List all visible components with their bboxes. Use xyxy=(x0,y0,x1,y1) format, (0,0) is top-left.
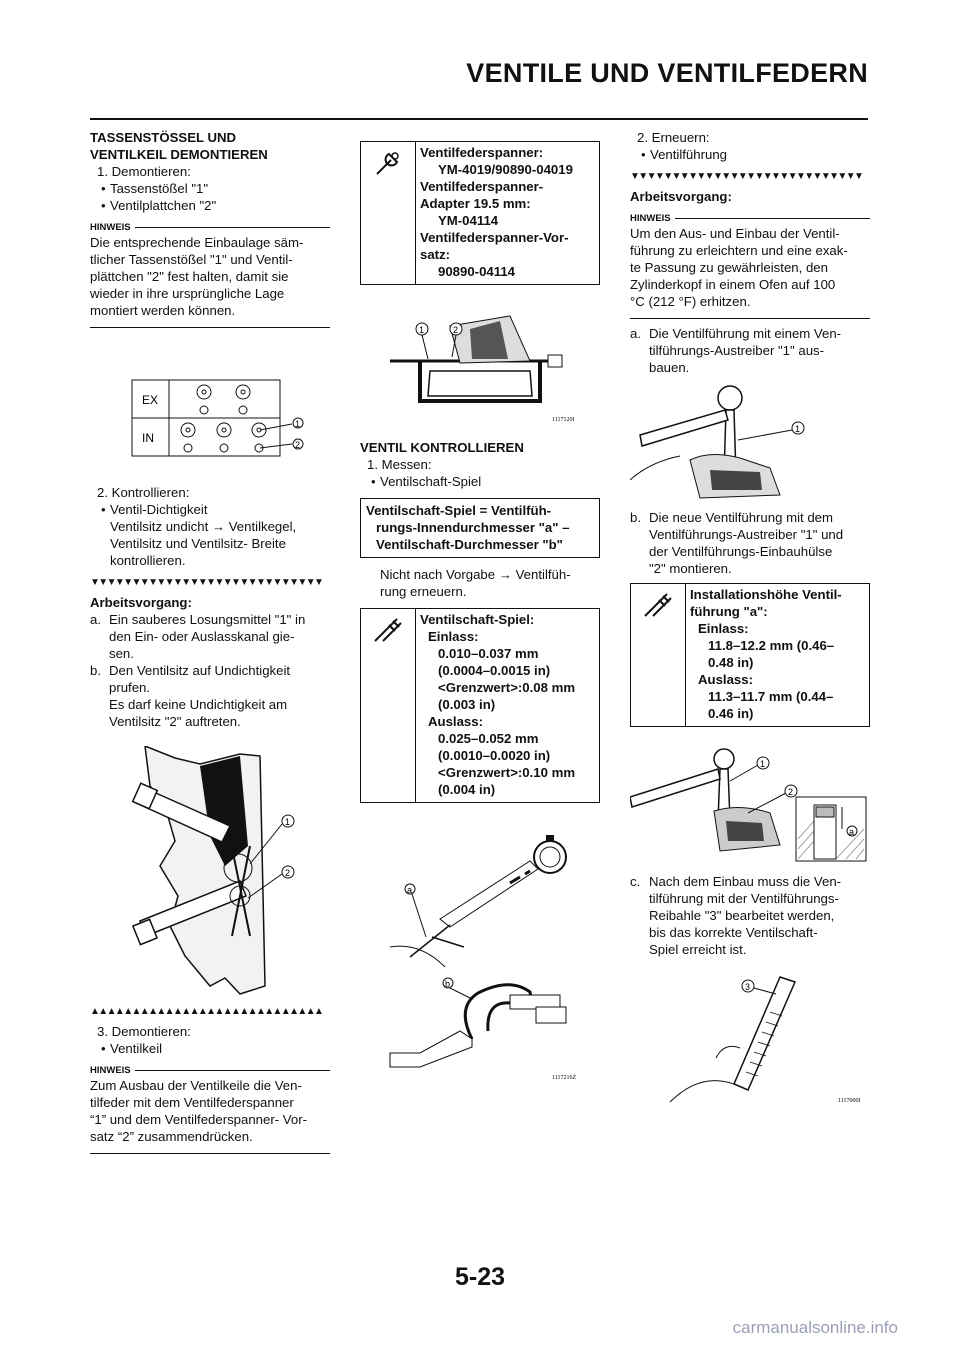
page-title: VENTILE UND VENTILFEDERN xyxy=(466,58,868,88)
callout-b: b xyxy=(445,979,451,989)
special-tool-text: Ventilfederspanner: YM-4019/90890-04019 Ventilfederspanner- Adapter 19.5 mm: YM-04114 Ventilfederspanner-Vor- satz: 90890-04114 xyxy=(420,145,573,279)
spec-box-installation-height xyxy=(630,583,870,727)
spec-text: Installationshöhe Ventil- führung "a": Einlass: 11.8–12.2 mm (0.46– 0.48 in) Auslass: 11.3–11.7 mm (0.44– 0.46 in) xyxy=(690,587,842,721)
figure-code: 1117000I xyxy=(838,1098,861,1104)
column-left xyxy=(90,129,330,1158)
step-2: 2. Kontrollieren: xyxy=(97,485,190,500)
callout-a: a xyxy=(849,827,855,837)
title-rule xyxy=(90,118,868,120)
callout-1: 1 xyxy=(760,759,766,769)
spec-box-clearance xyxy=(360,608,600,803)
valve-guide-reamer-figure xyxy=(630,972,870,1112)
step-2: 2. Erneuern: xyxy=(637,130,710,145)
bullet-item: • Ventilplattchen "2" xyxy=(90,197,330,214)
bullet-item: • Tassenstößel "1" xyxy=(90,180,330,197)
measurement-icon xyxy=(631,584,686,726)
valve-guide-installation-figure xyxy=(630,741,870,871)
valve-guide-removal-figure xyxy=(630,380,870,505)
substep-a: a. Die Ventilführung mit einem Ven- tilführungs-Austreiber "1" aus- bauen. xyxy=(630,326,842,375)
callout-1: 1 xyxy=(285,817,291,827)
figure-code: 1117120I xyxy=(552,417,575,423)
note-label: HINWEIS xyxy=(90,1065,330,1076)
bullet-item: • Ventilführung xyxy=(630,146,870,163)
valve-spring-compressor-figure xyxy=(360,301,600,431)
note-box xyxy=(630,213,870,319)
note-text: Zum Ausbau der Ventilkeile die Ven- tilfeder mit dem Ventilfederspanner “1” und dem Ventilfederspanner- Vor- satz “2” zusammendrücken. xyxy=(90,1076,330,1154)
callout-a: a xyxy=(407,885,413,895)
bullet-item: • Ventilkeil xyxy=(90,1040,330,1057)
note-text: Die entsprechende Einbaulage säm- tlicher Tassenstößel "1" und Ventil- plättchen "2" fest halten, damit sie wieder in ihre ursprüngliche Lage montiert werden können. xyxy=(90,233,330,328)
callout-2: 2 xyxy=(285,868,291,878)
column-middle xyxy=(360,141,600,1087)
tappet-layout-figure xyxy=(90,332,330,462)
bullet-continuation: Ventilsitz undicht → Ventilkegel, Ventilsitz und Ventilsitz- Breite kontrollieren. xyxy=(110,519,297,568)
procedure-start-marker: ▼▼▼▼▼▼▼▼▼▼▼▼▼▼▼▼▼▼▼▼▼▼▼▼▼▼▼▼ xyxy=(90,577,323,588)
bullet-item: • Ventilschaft-Spiel xyxy=(360,473,600,490)
note-box xyxy=(90,1065,330,1154)
substep-b: b. Den Ventilsitz auf Undichtigkeit prufen. Es darf keine Undichtigkeit am Ventilsitz "2" auftreten. xyxy=(90,663,291,729)
procedure-heading: Arbeitsvorgang: xyxy=(90,595,192,610)
procedure-end-marker: ▲▲▲▲▲▲▲▲▲▲▲▲▲▲▲▲▲▲▲▲▲▲▲▲▲▲▲▲ xyxy=(90,1006,323,1017)
page-number: 5-23 xyxy=(454,1263,506,1291)
column-right xyxy=(630,129,870,1112)
step-1: 1. Demontieren: xyxy=(97,164,191,179)
measurement-icon xyxy=(361,609,416,802)
note-text: Um den Aus- und Einbau der Ventil- führung zu erleichtern und eine exak- te Passung zu gewährleisten, den Zylinderkopf in einem Ofen auf 100 °C (212 °F) erhitzen. xyxy=(630,224,870,319)
figure-code: 1117216Z xyxy=(552,1075,577,1081)
intake-label: IN xyxy=(142,431,154,445)
step-3: 3. Demontieren: xyxy=(97,1024,191,1039)
section-heading-ventil-kontrollieren: VENTIL KONTROLLIEREN xyxy=(360,440,524,455)
formula-box: Ventilschaft-Spiel = Ventilfüh- rungs-Innendurchmesser "a" – Ventilschaft-Durchmesser "b" xyxy=(360,498,600,558)
bullet-item: • Ventil-Dichtigkeit xyxy=(90,501,330,518)
substep-c: c. Nach dem Einbau muss die Ven- tilführung mit der Ventilführungs- Reibahle "3" bearbeitet werden, bis das korrekte Ventilschaft- Spiel erreicht ist. xyxy=(630,874,842,957)
note-label: HINWEIS xyxy=(630,213,870,224)
substep-b: b. Die neue Ventilführung mit dem Ventilführungs-Austreiber "1" und der Ventilführungs-Einbauhülse "2" montieren. xyxy=(630,510,844,576)
special-tool-box xyxy=(360,141,600,285)
procedure-heading: Arbeitsvorgang: xyxy=(630,189,732,204)
note-box xyxy=(90,222,330,328)
special-tool-icon xyxy=(361,142,416,284)
watermark: carmanualsonline.info xyxy=(732,1318,898,1337)
callout-2: 2 xyxy=(453,325,459,335)
section-heading-tassenstoessel: TASSENSTÖSSEL UND VENTILKEIL DEMONTIEREN xyxy=(90,130,268,162)
substep-a: a. Ein sauberes Losungsmittel "1" in den Ein- oder Auslasskanal gie- sen. xyxy=(90,612,306,661)
callout-1: 1 xyxy=(295,419,301,429)
callout-3: 3 xyxy=(745,982,751,992)
exhaust-label: EX xyxy=(142,393,159,407)
callout-2: 2 xyxy=(788,787,794,797)
spec-text: Ventilschaft-Spiel: Einlass: 0.010–0.037 mm (0.0004–0.0015 in) <Grenzwert>:0.08 mm (0.003 in) Auslass: 0.025–0.052 mm (0.0010–0.0020 in) <Grenzwert>:0.10 mm (0.004 in) xyxy=(420,612,576,797)
callout-1: 1 xyxy=(795,424,801,434)
note-label: HINWEIS xyxy=(90,222,330,233)
bore-gauge-micrometer-figure xyxy=(360,817,600,1087)
procedure-start-marker: ▼▼▼▼▼▼▼▼▼▼▼▼▼▼▼▼▼▼▼▼▼▼▼▼▼▼▼▼ xyxy=(630,171,863,182)
result-text: Nicht nach Vorgabe → Ventilfüh- rung erneuern. xyxy=(380,567,571,599)
callout-1: 1 xyxy=(419,325,425,335)
callout-2: 2 xyxy=(295,440,301,450)
step-1: 1. Messen: xyxy=(367,457,432,472)
valve-leak-test-figure xyxy=(90,746,330,996)
